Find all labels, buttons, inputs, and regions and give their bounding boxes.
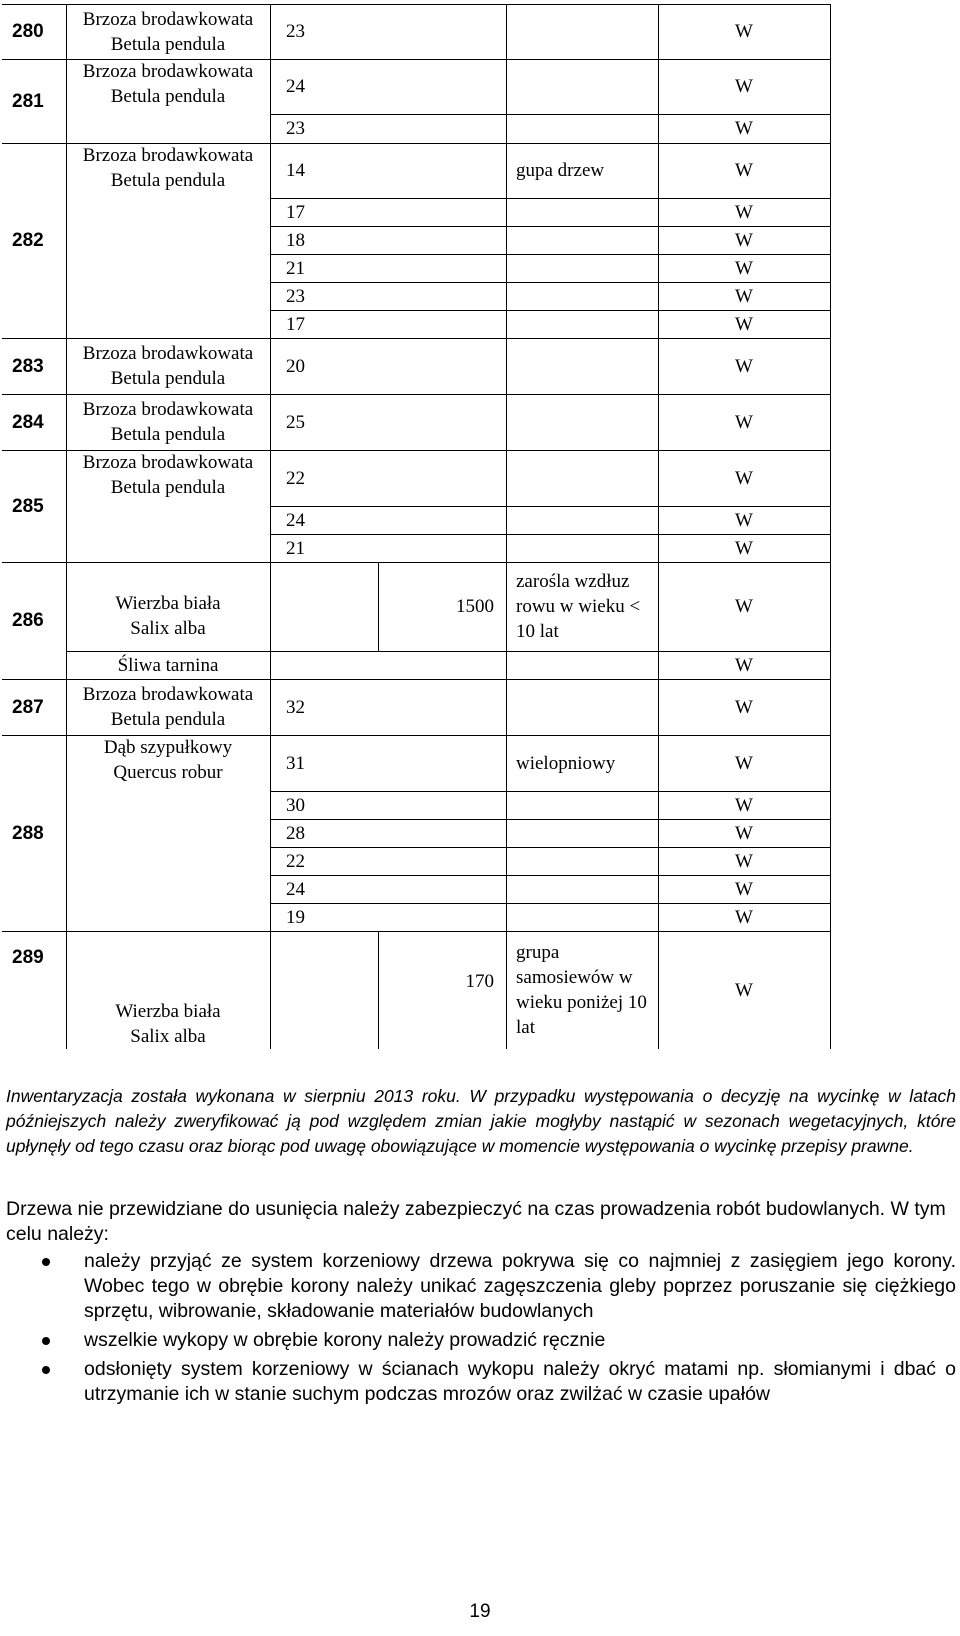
species-name: Dąb szypułkowy	[103, 737, 233, 758]
action-code: W	[735, 229, 753, 251]
trunk-circumference: 23	[286, 285, 305, 307]
action-code: W	[735, 76, 753, 97]
remark	[506, 226, 658, 254]
area-size	[378, 819, 506, 847]
trunk-circumference: 24	[286, 509, 305, 531]
remark	[506, 875, 658, 903]
table-vline	[66, 4, 67, 1049]
remark	[506, 254, 658, 282]
remark	[506, 679, 658, 735]
inventory-note: Inwentaryzacja została wykonana w sierpniu 2013 roku. W przypadku występowania o decyzję na wycinkę w latach późniejszych należy zweryfikować ją pod względem zmian jakie mogłyby nastąpić w sezonach wegetacyjnych, które upłynęły od tego czasu oraz biorąc pod uwagę obowiązujące w momencie występowania o wycinkę przepisy prawne.	[6, 1086, 956, 1156]
remark	[506, 450, 658, 506]
table-hline	[2, 59, 830, 60]
area-size	[378, 875, 506, 903]
table-hline	[2, 143, 830, 144]
remark	[506, 735, 658, 791]
action-code: W	[735, 355, 753, 377]
action-code: W	[735, 21, 753, 42]
trunk-circumference: 21	[286, 537, 305, 559]
species-name: Betula pendula	[110, 368, 226, 389]
remark	[506, 562, 658, 651]
table-hline	[2, 679, 830, 680]
action-code: W	[735, 257, 753, 279]
tree-number: 282	[12, 230, 44, 251]
area-size	[378, 282, 506, 310]
trunk-circumference	[270, 931, 378, 1049]
action-code: W	[735, 160, 753, 181]
trunk-circumference: 21	[286, 257, 305, 279]
table-hline	[270, 310, 830, 311]
area-size	[378, 651, 506, 679]
area-size	[378, 394, 506, 450]
table-hline	[270, 198, 830, 199]
tree-inventory-table	[2, 4, 866, 1084]
tree-number: 283	[12, 355, 44, 377]
table-hline	[66, 651, 830, 652]
area-size	[378, 226, 506, 254]
tree-species	[66, 679, 270, 735]
remark	[506, 198, 658, 226]
remark	[506, 931, 658, 1049]
area-size	[378, 534, 506, 562]
bullet-icon	[42, 1337, 50, 1345]
remark	[506, 143, 658, 198]
species-name: Salix alba	[130, 617, 206, 639]
species-name: Betula pendula	[110, 33, 226, 55]
area-size	[378, 4, 506, 59]
area-size	[378, 198, 506, 226]
trunk-circumference: 31	[286, 752, 305, 774]
area-size: 170	[465, 971, 494, 992]
trunk-circumference: 23	[286, 21, 305, 42]
instructions-list	[6, 1249, 956, 1407]
area-size: 1500	[456, 596, 494, 617]
tree-species	[66, 59, 270, 143]
tree-number: 284	[12, 411, 44, 433]
trunk-circumference: 32	[286, 696, 305, 718]
table-hline	[270, 282, 830, 283]
remark-line: 10 lat	[516, 621, 559, 642]
action-code: W	[735, 285, 753, 307]
table-hline	[270, 114, 830, 115]
remark-text	[516, 158, 604, 183]
trunk-circumference	[270, 562, 378, 651]
species-name: Brzoza brodawkowata	[82, 8, 254, 30]
trunk-circumference: 23	[286, 118, 305, 139]
species-name: Brzoza brodawkowata	[82, 684, 254, 705]
instruction-item: wszelkie wykopy w obrębie korony należy prowadzić ręcznie	[6, 1328, 956, 1353]
remark	[506, 791, 658, 819]
instruction-item: należy przyjąć ze system korzeniowy drzewa pokrywa się co najmniej z zasięgiem jego korony. Wobec tego w obrębie korony należy unikać zagęszczenia gleby poprzez poruszanie się ciężkiego sprzętu, wibrowanie, składowanie materiałów budowlanych	[6, 1249, 956, 1324]
tree-species	[66, 651, 270, 679]
action-code: W	[735, 537, 753, 559]
species-name: Betula pendula	[110, 709, 226, 730]
tree-species	[66, 735, 270, 931]
trunk-circumference: 22	[286, 850, 305, 872]
remark-line: wielopniowy	[516, 752, 616, 774]
trunk-circumference: 20	[286, 355, 305, 377]
area-size	[378, 114, 506, 143]
species-name: Betula pendula	[110, 477, 226, 498]
species-name: Betula pendula	[110, 424, 226, 445]
table-hline	[270, 506, 830, 507]
area-size	[378, 679, 506, 735]
table-hline	[2, 735, 830, 736]
trunk-circumference: 30	[286, 794, 305, 816]
area-size	[378, 903, 506, 931]
species-name: Brzoza brodawkowata	[82, 452, 254, 473]
table-hline	[270, 791, 830, 792]
table-vline	[506, 4, 507, 1049]
remark	[506, 903, 658, 931]
action-code: W	[735, 467, 753, 489]
table-hline	[270, 875, 830, 876]
table-vline	[658, 4, 659, 1049]
action-code: W	[735, 201, 753, 223]
remark	[506, 59, 658, 114]
remark-line: zarośla wzdłuz	[516, 571, 630, 592]
table-hline	[270, 903, 830, 904]
tree-species	[66, 562, 270, 651]
action-code: W	[735, 979, 753, 1001]
tree-number: 280	[12, 21, 44, 42]
table-hline	[2, 4, 830, 5]
area-size	[378, 254, 506, 282]
table-hline	[270, 534, 830, 535]
species-name: Salix alba	[130, 1026, 206, 1047]
tree-number: 287	[12, 696, 44, 718]
table-hline	[270, 254, 830, 255]
tree-number: 281	[12, 90, 44, 112]
table-vline	[270, 4, 271, 1049]
remark-line: samosiewów w	[516, 967, 633, 988]
trunk-circumference: 14	[286, 160, 305, 181]
remark-text	[516, 940, 647, 1040]
area-size	[378, 735, 506, 791]
species-name: Betula pendula	[110, 170, 226, 191]
remark	[506, 338, 658, 394]
species-name: Brzoza brodawkowata	[82, 399, 254, 420]
trunk-circumference: 17	[286, 313, 305, 335]
tree-species	[66, 450, 270, 562]
action-code: W	[735, 878, 753, 900]
action-code: W	[735, 822, 753, 844]
remark-line: grupa	[516, 942, 560, 963]
action-code: W	[735, 411, 753, 433]
tree-species	[66, 338, 270, 394]
table-hline	[2, 931, 830, 932]
action-code: W	[735, 794, 753, 816]
tree-species	[66, 4, 270, 59]
table-hline	[2, 394, 830, 395]
tree-species	[66, 143, 270, 338]
remark	[506, 506, 658, 534]
table-vline	[830, 4, 831, 1049]
action-code: W	[735, 654, 753, 676]
tree-number: 289	[12, 947, 44, 968]
tree-number: 286	[12, 610, 44, 631]
remark	[506, 651, 658, 679]
remark	[506, 534, 658, 562]
remark-line: wieku poniżej 10	[516, 992, 647, 1013]
remark	[506, 819, 658, 847]
bullet-icon	[42, 1258, 50, 1266]
remark	[506, 847, 658, 875]
trunk-circumference: 17	[286, 201, 305, 223]
instruction-item: odsłonięty system korzeniowy w ścianach wykopu należy okryć matami np. słomianymi i dbać o utrzymanie ich w stanie suchym podczas mrozów oraz zwilżać w czasie upałów	[6, 1357, 956, 1407]
action-code: W	[735, 118, 753, 139]
tree-species	[66, 394, 270, 450]
species-name: Brzoza brodawkowata	[82, 61, 254, 82]
table-hline	[270, 819, 830, 820]
trunk-circumference: 22	[286, 467, 305, 489]
remark-line: rowu w wieku <	[516, 596, 641, 617]
trunk-circumference: 19	[286, 906, 305, 928]
species-name: Quercus robur	[113, 762, 223, 783]
remark	[506, 282, 658, 310]
protection-instructions	[6, 1197, 956, 1411]
trunk-circumference	[270, 651, 378, 679]
trunk-circumference: 18	[286, 229, 305, 251]
species-name: Betula pendula	[110, 86, 226, 107]
species-name: Wierzba biała	[115, 1001, 221, 1022]
trunk-circumference: 24	[286, 878, 305, 900]
action-code: W	[735, 906, 753, 928]
bullet-icon	[42, 1366, 50, 1374]
action-code: W	[735, 509, 753, 531]
action-code: W	[735, 752, 753, 774]
species-name: Brzoza brodawkowata	[82, 343, 254, 364]
area-size	[378, 847, 506, 875]
area-size	[378, 506, 506, 534]
table-hline	[2, 562, 830, 563]
remark	[506, 4, 658, 59]
trunk-circumference: 24	[286, 76, 305, 97]
remark-text	[516, 569, 640, 644]
remark	[506, 394, 658, 450]
area-size	[378, 310, 506, 338]
page-number: 19	[469, 1601, 491, 1622]
tree-number: 288	[12, 822, 44, 844]
remark	[506, 114, 658, 143]
trunk-circumference: 25	[286, 411, 305, 433]
remark-line: lat	[516, 1017, 535, 1038]
table-vline	[378, 562, 379, 651]
tree-number: 285	[12, 495, 44, 517]
remark-text	[516, 751, 615, 776]
table-hline	[2, 450, 830, 451]
table-hline	[270, 226, 830, 227]
tree-species	[66, 931, 270, 1049]
area-size	[378, 338, 506, 394]
species-name: Brzoza brodawkowata	[82, 145, 254, 166]
table-hline	[2, 338, 830, 339]
instructions-intro: Drzewa nie przewidziane do usunięcia należy zabezpieczyć na czas prowadzenia robót budowlanych. W tym celu należy:	[6, 1198, 946, 1245]
remark-line: gupa drzew	[516, 160, 605, 181]
remark	[506, 310, 658, 338]
trunk-circumference: 28	[286, 822, 305, 844]
table-vline	[378, 931, 379, 1049]
action-code: W	[735, 596, 753, 617]
action-code: W	[735, 313, 753, 335]
area-size	[378, 143, 506, 198]
species-name: Wierzba biała	[115, 592, 221, 614]
action-code: W	[735, 696, 753, 718]
action-code: W	[735, 850, 753, 872]
area-size	[378, 791, 506, 819]
area-size	[378, 450, 506, 506]
species-name: Śliwa tarnina	[117, 654, 219, 676]
area-size	[378, 59, 506, 114]
table-hline	[270, 847, 830, 848]
